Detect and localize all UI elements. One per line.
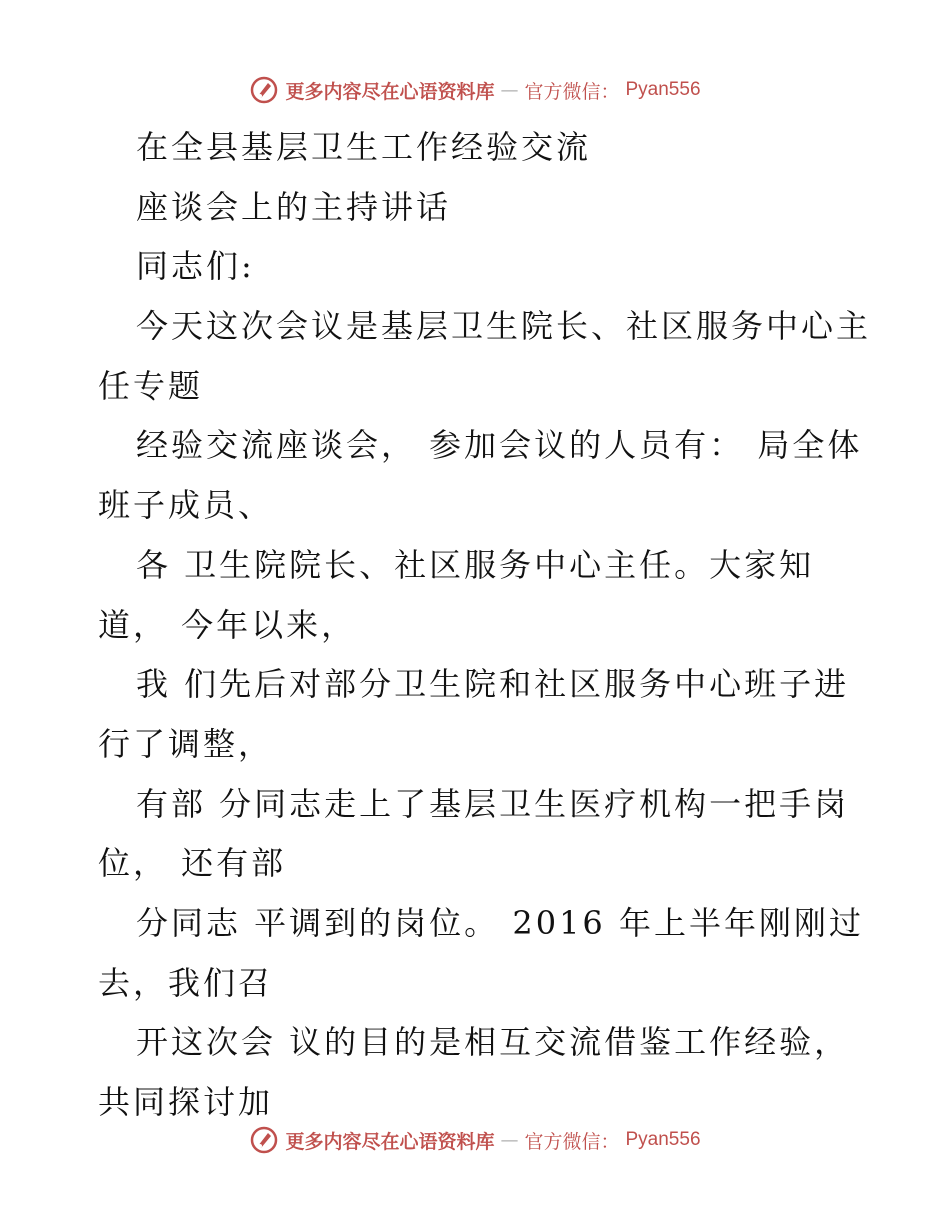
watermark-separator: — [500,1129,519,1151]
watermark-group [249,75,700,105]
document-line: 我 们先后对部分卫生院和社区服务中心班子进 [136,665,850,704]
watermark-handle: Pyan556 [625,79,701,100]
watermark-group [249,1125,700,1155]
document-line: 去，我们召 [98,963,274,1002]
document-line: 开这次会 议的目的是相互交流借鉴工作经验， [136,1023,850,1062]
document-line: 同志们: [136,247,255,286]
document-line: 今天这次会议是基层卫生院长、社区服务中心主 [136,307,872,346]
document-line: 分同志 平调到的岗位。 2016 年上半年刚刚过 [136,903,864,942]
watermark-official-label: 官方微信： [524,80,620,103]
document-line: 各 卫生院院长、社区服务中心主任。大家知 [136,545,815,584]
watermark-handle: Pyan556 [625,1129,701,1150]
document-body [98,118,872,1133]
watermark-official-label: 官方微信： [524,1130,620,1153]
top-watermark-banner [0,70,950,110]
document-line: 行了调整， [98,724,274,763]
bottom-watermark-banner [0,1120,950,1160]
document-line: 有部 分同志走上了基层卫生医疗机构一把手岗 [136,784,850,823]
document-line: 在全县基层卫生工作经验交流 [136,128,592,166]
watermark-brand-text: 更多内容尽在心语资料库 [285,1130,495,1153]
document-line: 班子成员、 [98,486,274,525]
document-line: 经验交流座谈会， 参加会议的人员有： 局全体 [136,426,863,465]
document-line: 共同探讨加 [98,1083,274,1121]
document-line: 道， 今年以来， [98,605,357,644]
pen-nib-circle-icon [249,75,279,105]
watermark-separator: — [500,79,519,101]
watermark-brand-text: 更多内容尽在心语资料库 [285,80,495,103]
document-line: 位， 还有部 [98,844,287,883]
document-line: 任专题 [98,366,204,405]
pen-nib-circle-icon [249,1125,279,1155]
document-line: 座谈会上的主持讲话 [136,187,452,226]
